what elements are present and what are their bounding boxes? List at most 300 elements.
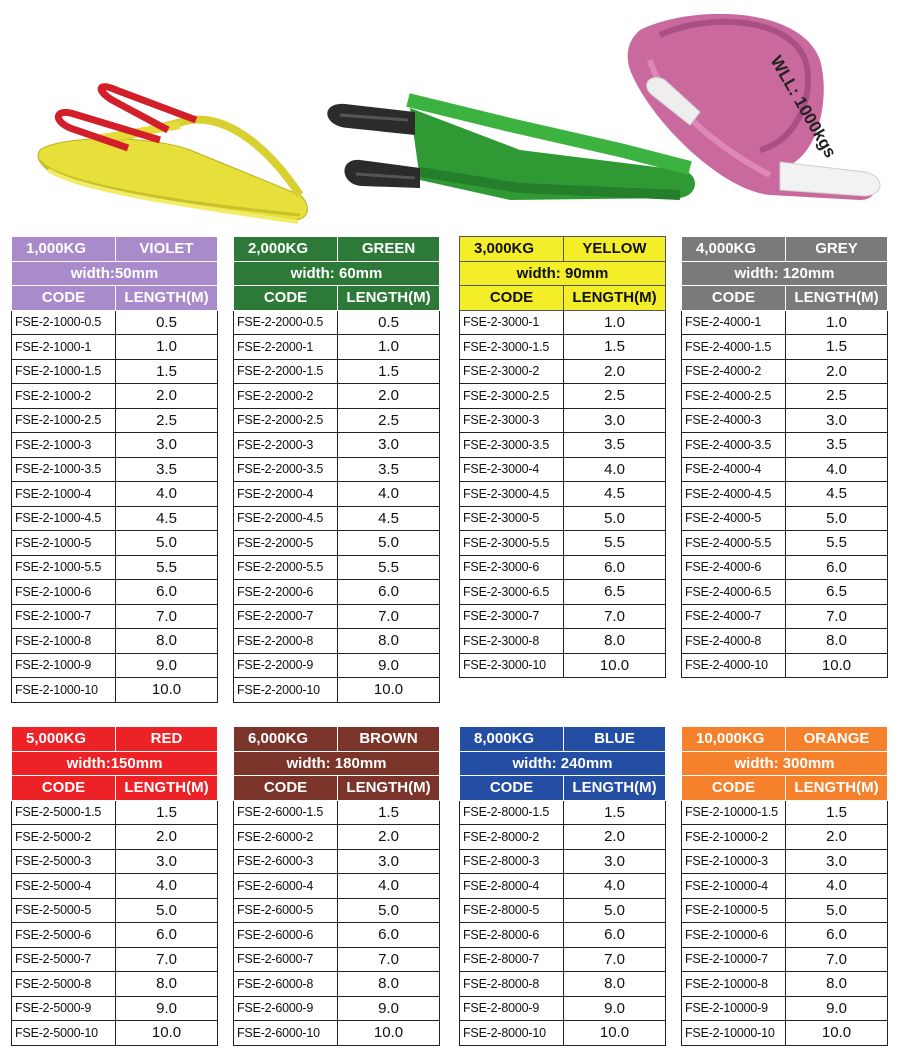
product-code: FSE-2-3000-3.5 — [460, 433, 564, 458]
length-value: 2.0 — [116, 825, 218, 850]
spec-table-2000kg — [233, 236, 440, 703]
table-row — [460, 580, 666, 605]
product-code: FSE-2-5000-10 — [12, 1021, 116, 1046]
length-value: 2.5 — [786, 384, 888, 409]
product-code: FSE-2-8000-4 — [460, 874, 564, 899]
capacity-label: 5,000KG — [12, 727, 116, 752]
product-code: FSE-2-2000-5 — [234, 531, 338, 556]
product-code: FSE-2-3000-8 — [460, 629, 564, 654]
width-label: width: 90mm — [460, 261, 666, 286]
product-code: FSE-2-3000-6 — [460, 555, 564, 580]
length-value: 4.0 — [116, 874, 218, 899]
product-code: FSE-2-2000-7 — [234, 604, 338, 629]
table-row — [682, 433, 888, 458]
table-column-header-row — [12, 286, 218, 311]
product-code: FSE-2-3000-5 — [460, 506, 564, 531]
length-value: 9.0 — [338, 653, 440, 678]
table-row — [12, 874, 218, 899]
table-row — [234, 678, 440, 703]
table-row — [12, 384, 218, 409]
table-row — [12, 898, 218, 923]
length-value: 4.0 — [564, 874, 666, 899]
table-row — [234, 800, 440, 825]
length-value: 8.0 — [116, 972, 218, 997]
length-value: 4.0 — [564, 457, 666, 482]
length-value: 2.0 — [338, 384, 440, 409]
table-row — [12, 1021, 218, 1046]
table-row — [12, 972, 218, 997]
product-code: FSE-2-4000-1 — [682, 310, 786, 335]
length-value: 8.0 — [564, 972, 666, 997]
table-row — [682, 482, 888, 507]
length-value: 7.0 — [564, 947, 666, 972]
table-width-row — [682, 751, 888, 776]
length-value: 3.0 — [564, 849, 666, 874]
product-code: FSE-2-8000-2 — [460, 825, 564, 850]
table-row — [682, 923, 888, 948]
table-row — [234, 629, 440, 654]
length-value: 6.5 — [564, 580, 666, 605]
product-code: FSE-2-3000-6.5 — [460, 580, 564, 605]
table-row — [460, 972, 666, 997]
length-value: 6.0 — [338, 580, 440, 605]
code-column-header: CODE — [12, 286, 116, 311]
product-code: FSE-2-5000-3 — [12, 849, 116, 874]
product-code: FSE-2-1000-5 — [12, 531, 116, 556]
product-code: FSE-2-6000-4 — [234, 874, 338, 899]
table-row — [682, 580, 888, 605]
product-code: FSE-2-3000-2.5 — [460, 384, 564, 409]
table-row — [234, 849, 440, 874]
color-name-label: GREEN — [338, 237, 440, 262]
table-header-row — [682, 727, 888, 752]
product-code: FSE-2-2000-8 — [234, 629, 338, 654]
product-code: FSE-2-6000-2 — [234, 825, 338, 850]
width-label: width: 60mm — [234, 261, 440, 286]
product-code: FSE-2-8000-10 — [460, 1021, 564, 1046]
product-code: FSE-2-4000-5 — [682, 506, 786, 531]
table-row — [234, 825, 440, 850]
table-row — [682, 604, 888, 629]
product-code: FSE-2-10000-10 — [682, 1021, 786, 1046]
length-value: 6.5 — [786, 580, 888, 605]
length-value: 8.0 — [564, 629, 666, 654]
length-value: 1.5 — [338, 359, 440, 384]
table-row — [234, 972, 440, 997]
length-value: 6.0 — [786, 555, 888, 580]
table-row — [460, 604, 666, 629]
spec-table-5000kg — [11, 726, 218, 1046]
length-value: 4.0 — [786, 874, 888, 899]
spec-table-1000kg — [11, 236, 218, 703]
product-code: FSE-2-8000-8 — [460, 972, 564, 997]
product-code: FSE-2-1000-7 — [12, 604, 116, 629]
spec-table-4000kg — [681, 236, 888, 678]
table-width-row — [234, 261, 440, 286]
product-code: FSE-2-8000-3 — [460, 849, 564, 874]
length-value: 5.5 — [786, 531, 888, 556]
product-code: FSE-2-1000-6 — [12, 580, 116, 605]
table-row — [460, 457, 666, 482]
length-value: 7.0 — [786, 604, 888, 629]
spec-table-8000kg — [459, 726, 666, 1046]
table-row — [460, 653, 666, 678]
table-row — [234, 408, 440, 433]
length-value: 2.5 — [338, 408, 440, 433]
table-row — [682, 653, 888, 678]
length-value: 1.5 — [116, 359, 218, 384]
length-value: 3.5 — [786, 433, 888, 458]
product-code: FSE-2-4000-4.5 — [682, 482, 786, 507]
product-code: FSE-2-8000-6 — [460, 923, 564, 948]
length-value: 9.0 — [786, 996, 888, 1021]
product-code: FSE-2-8000-1.5 — [460, 800, 564, 825]
length-value: 2.0 — [116, 384, 218, 409]
product-code: FSE-2-4000-5.5 — [682, 531, 786, 556]
length-value: 8.0 — [786, 629, 888, 654]
product-code: FSE-2-4000-2.5 — [682, 384, 786, 409]
product-code: FSE-2-2000-4 — [234, 482, 338, 507]
table-row — [460, 996, 666, 1021]
table-row — [234, 874, 440, 899]
length-value: 5.0 — [116, 898, 218, 923]
table-row — [12, 555, 218, 580]
product-code: FSE-2-3000-1 — [460, 310, 564, 335]
table-row — [682, 408, 888, 433]
length-value: 0.5 — [116, 310, 218, 335]
length-value: 6.0 — [338, 923, 440, 948]
table-row — [12, 335, 218, 360]
length-value: 5.0 — [338, 898, 440, 923]
length-value: 5.5 — [338, 555, 440, 580]
product-code: FSE-2-3000-3 — [460, 408, 564, 433]
table-row — [460, 923, 666, 948]
length-value: 3.5 — [338, 457, 440, 482]
table-row — [460, 849, 666, 874]
length-value: 10.0 — [338, 678, 440, 703]
table-column-header-row — [12, 776, 218, 801]
length-value: 3.0 — [116, 433, 218, 458]
product-code: FSE-2-10000-8 — [682, 972, 786, 997]
product-code: FSE-2-6000-6 — [234, 923, 338, 948]
length-value: 4.0 — [116, 482, 218, 507]
table-row — [682, 310, 888, 335]
table-row — [682, 1021, 888, 1046]
width-label: width: 120mm — [682, 261, 888, 286]
product-code: FSE-2-4000-6.5 — [682, 580, 786, 605]
code-column-header: CODE — [460, 286, 564, 311]
width-label: width:50mm — [12, 261, 218, 286]
length-value: 4.0 — [786, 457, 888, 482]
code-column-header: CODE — [234, 286, 338, 311]
product-code: FSE-2-10000-7 — [682, 947, 786, 972]
length-value: 4.0 — [338, 482, 440, 507]
length-value: 9.0 — [338, 996, 440, 1021]
table-column-header-row — [234, 286, 440, 311]
color-name-label: GREY — [786, 237, 888, 262]
code-column-header: CODE — [460, 776, 564, 801]
product-code: FSE-2-3000-10 — [460, 653, 564, 678]
product-code: FSE-2-10000-9 — [682, 996, 786, 1021]
product-code: FSE-2-4000-3.5 — [682, 433, 786, 458]
length-value: 2.0 — [786, 825, 888, 850]
sling-photos-icon — [0, 0, 900, 232]
length-value: 6.0 — [564, 555, 666, 580]
table-width-row — [460, 751, 666, 776]
table-row — [12, 849, 218, 874]
product-code: FSE-2-1000-0.5 — [12, 310, 116, 335]
spec-table-10000kg — [681, 726, 888, 1046]
table-width-row — [12, 261, 218, 286]
table-row — [12, 359, 218, 384]
table-row — [460, 310, 666, 335]
length-value: 7.0 — [116, 604, 218, 629]
product-code: FSE-2-8000-7 — [460, 947, 564, 972]
length-value: 1.5 — [564, 335, 666, 360]
length-value: 6.0 — [116, 923, 218, 948]
product-code: FSE-2-3000-5.5 — [460, 531, 564, 556]
length-value: 4.0 — [338, 874, 440, 899]
product-code: FSE-2-2000-1.5 — [234, 359, 338, 384]
product-code: FSE-2-2000-2.5 — [234, 408, 338, 433]
length-value: 1.5 — [786, 335, 888, 360]
table-row — [234, 335, 440, 360]
product-code: FSE-2-2000-3.5 — [234, 457, 338, 482]
length-value: 9.0 — [116, 653, 218, 678]
product-code: FSE-2-5000-2 — [12, 825, 116, 850]
length-value: 3.0 — [338, 433, 440, 458]
product-code: FSE-2-6000-5 — [234, 898, 338, 923]
table-row — [234, 653, 440, 678]
table-row — [234, 506, 440, 531]
product-code: FSE-2-1000-10 — [12, 678, 116, 703]
capacity-label: 1,000KG — [12, 237, 116, 262]
length-value: 5.0 — [116, 531, 218, 556]
table-row — [682, 359, 888, 384]
length-column-header: LENGTH(M) — [338, 286, 440, 311]
length-column-header: LENGTH(M) — [116, 776, 218, 801]
table-header-row — [682, 237, 888, 262]
code-column-header: CODE — [682, 776, 786, 801]
product-code: FSE-2-10000-4 — [682, 874, 786, 899]
table-column-header-row — [682, 286, 888, 311]
table-row — [460, 335, 666, 360]
length-value: 5.5 — [564, 531, 666, 556]
length-value: 5.0 — [338, 531, 440, 556]
table-row — [12, 923, 218, 948]
table-width-row — [12, 751, 218, 776]
table-header-row — [12, 237, 218, 262]
length-value: 6.0 — [116, 580, 218, 605]
length-value: 4.5 — [786, 482, 888, 507]
color-name-label: RED — [116, 727, 218, 752]
table-row — [234, 310, 440, 335]
product-code: FSE-2-10000-5 — [682, 898, 786, 923]
table-row — [682, 629, 888, 654]
product-code: FSE-2-3000-4 — [460, 457, 564, 482]
table-header-row — [234, 727, 440, 752]
length-value: 5.5 — [116, 555, 218, 580]
table-row — [234, 580, 440, 605]
product-code: FSE-2-10000-2 — [682, 825, 786, 850]
length-value: 3.0 — [786, 849, 888, 874]
product-code: FSE-2-2000-5.5 — [234, 555, 338, 580]
table-header-row — [460, 727, 666, 752]
table-row — [682, 335, 888, 360]
length-value: 10.0 — [564, 653, 666, 678]
table-row — [234, 996, 440, 1021]
product-code: FSE-2-3000-2 — [460, 359, 564, 384]
length-value: 10.0 — [116, 1021, 218, 1046]
table-row — [234, 457, 440, 482]
length-value: 2.0 — [564, 359, 666, 384]
length-value: 8.0 — [116, 629, 218, 654]
product-code: FSE-2-4000-1.5 — [682, 335, 786, 360]
length-value: 1.5 — [786, 800, 888, 825]
capacity-label: 2,000KG — [234, 237, 338, 262]
table-width-row — [460, 261, 666, 286]
length-value: 2.0 — [338, 825, 440, 850]
table-column-header-row — [460, 776, 666, 801]
code-column-header: CODE — [682, 286, 786, 311]
product-code: FSE-2-2000-2 — [234, 384, 338, 409]
table-row — [682, 384, 888, 409]
length-value: 5.0 — [564, 898, 666, 923]
product-code: FSE-2-1000-9 — [12, 653, 116, 678]
width-label: width: 240mm — [460, 751, 666, 776]
table-row — [682, 825, 888, 850]
length-value: 10.0 — [116, 678, 218, 703]
length-value: 6.0 — [564, 923, 666, 948]
length-value: 1.0 — [338, 335, 440, 360]
table-row — [12, 653, 218, 678]
capacity-label: 3,000KG — [460, 237, 564, 262]
length-value: 8.0 — [786, 972, 888, 997]
product-code: FSE-2-4000-2 — [682, 359, 786, 384]
product-code: FSE-2-4000-8 — [682, 629, 786, 654]
table-row — [12, 825, 218, 850]
length-value: 7.0 — [338, 604, 440, 629]
table-row — [460, 384, 666, 409]
capacity-label: 8,000KG — [460, 727, 564, 752]
color-name-label: BLUE — [564, 727, 666, 752]
table-row — [460, 629, 666, 654]
product-code: FSE-2-2000-1 — [234, 335, 338, 360]
length-value: 7.0 — [564, 604, 666, 629]
product-code: FSE-2-1000-2 — [12, 384, 116, 409]
table-row — [460, 874, 666, 899]
table-row — [234, 531, 440, 556]
length-value: 10.0 — [786, 1021, 888, 1046]
product-code: FSE-2-10000-1.5 — [682, 800, 786, 825]
length-value: 9.0 — [564, 996, 666, 1021]
product-code: FSE-2-1000-4 — [12, 482, 116, 507]
length-column-header: LENGTH(M) — [564, 286, 666, 311]
length-column-header: LENGTH(M) — [338, 776, 440, 801]
product-code: FSE-2-5000-5 — [12, 898, 116, 923]
table-row — [460, 433, 666, 458]
table-row — [234, 947, 440, 972]
product-code: FSE-2-1000-5.5 — [12, 555, 116, 580]
table-row — [234, 433, 440, 458]
length-value: 1.5 — [564, 800, 666, 825]
product-code: FSE-2-6000-9 — [234, 996, 338, 1021]
product-code: FSE-2-5000-4 — [12, 874, 116, 899]
product-code: FSE-2-2000-4.5 — [234, 506, 338, 531]
product-code: FSE-2-1000-1.5 — [12, 359, 116, 384]
table-row — [234, 359, 440, 384]
product-code: FSE-2-8000-5 — [460, 898, 564, 923]
product-code: FSE-2-1000-3.5 — [12, 457, 116, 482]
color-name-label: BROWN — [338, 727, 440, 752]
table-row — [682, 457, 888, 482]
product-code: FSE-2-1000-1 — [12, 335, 116, 360]
table-row — [12, 433, 218, 458]
length-value: 4.5 — [116, 506, 218, 531]
product-code: FSE-2-1000-3 — [12, 433, 116, 458]
length-value: 1.0 — [564, 310, 666, 335]
length-value: 2.0 — [564, 825, 666, 850]
table-row — [234, 898, 440, 923]
product-code: FSE-2-5000-9 — [12, 996, 116, 1021]
green-sling-photo — [327, 100, 695, 200]
length-value: 9.0 — [116, 996, 218, 1021]
product-code: FSE-2-5000-7 — [12, 947, 116, 972]
product-code: FSE-2-2000-10 — [234, 678, 338, 703]
table-row — [12, 947, 218, 972]
product-code: FSE-2-4000-3 — [682, 408, 786, 433]
table-row — [12, 506, 218, 531]
length-column-header: LENGTH(M) — [786, 776, 888, 801]
table-row — [682, 555, 888, 580]
product-code: FSE-2-1000-2.5 — [12, 408, 116, 433]
color-name-label: ORANGE — [786, 727, 888, 752]
length-value: 4.5 — [564, 482, 666, 507]
length-value: 3.5 — [564, 433, 666, 458]
table-row — [12, 996, 218, 1021]
table-row — [234, 604, 440, 629]
product-code: FSE-2-5000-1.5 — [12, 800, 116, 825]
table-column-header-row — [460, 286, 666, 311]
table-row — [12, 531, 218, 556]
length-value: 3.0 — [786, 408, 888, 433]
color-name-label: VIOLET — [116, 237, 218, 262]
table-column-header-row — [682, 776, 888, 801]
table-row — [682, 531, 888, 556]
product-code: FSE-2-6000-1.5 — [234, 800, 338, 825]
table-header-row — [234, 237, 440, 262]
length-value: 2.5 — [564, 384, 666, 409]
table-width-row — [234, 751, 440, 776]
table-row — [682, 996, 888, 1021]
table-row — [234, 555, 440, 580]
length-column-header: LENGTH(M) — [786, 286, 888, 311]
product-code: FSE-2-6000-7 — [234, 947, 338, 972]
product-code: FSE-2-6000-8 — [234, 972, 338, 997]
table-row — [460, 531, 666, 556]
product-code: FSE-2-4000-4 — [682, 457, 786, 482]
length-value: 10.0 — [338, 1021, 440, 1046]
table-row — [460, 482, 666, 507]
table-row — [460, 800, 666, 825]
table-header-row — [12, 727, 218, 752]
table-row — [234, 1021, 440, 1046]
product-code: FSE-2-5000-6 — [12, 923, 116, 948]
length-column-header: LENGTH(M) — [116, 286, 218, 311]
table-row — [460, 825, 666, 850]
table-row — [234, 923, 440, 948]
table-row — [234, 384, 440, 409]
